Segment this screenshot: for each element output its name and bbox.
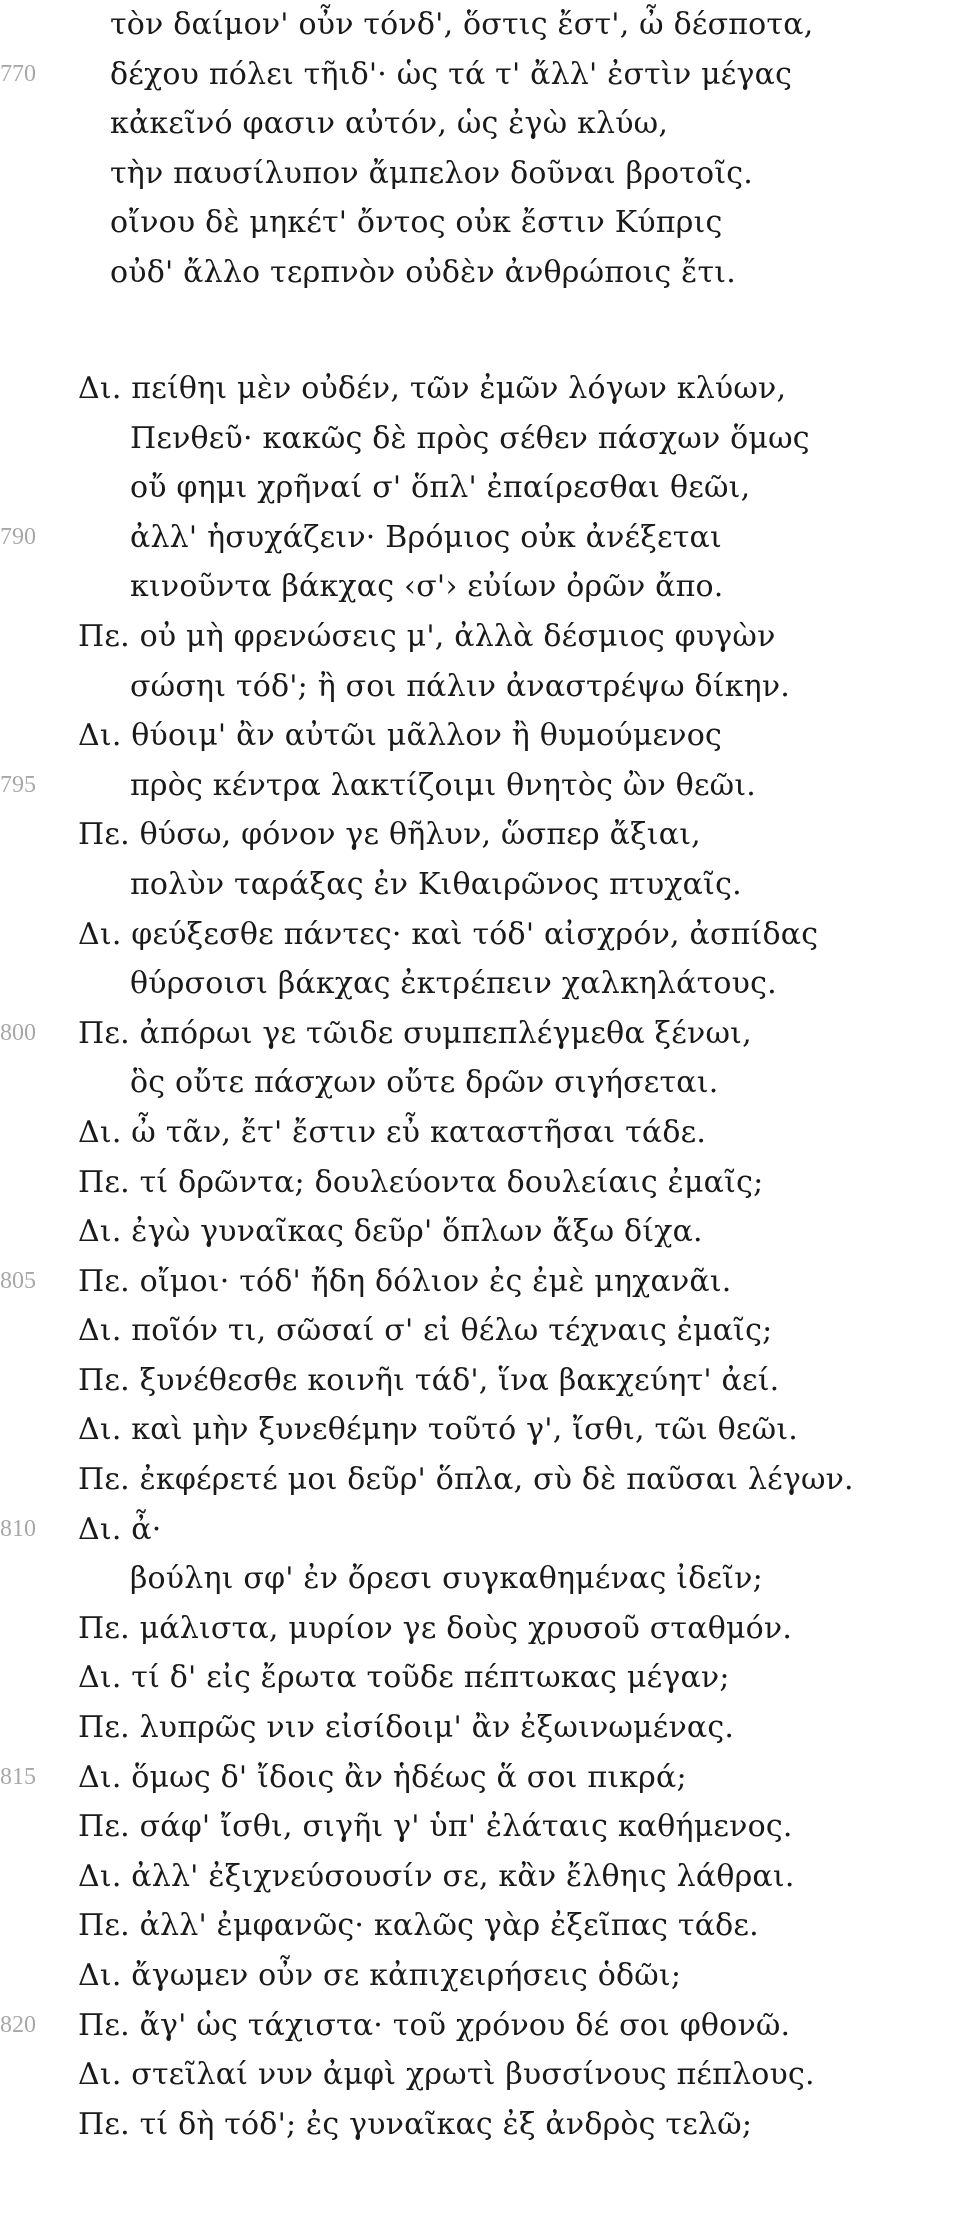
verse-text: Δι. ποῖόν τι, σῶσαί σ' εἰ θέλω τέχναις ἐμαῖς; — [78, 1313, 773, 1349]
verse-line — [0, 1505, 960, 1555]
line-number: 810 — [0, 1515, 36, 1542]
verse-block-dialogue — [0, 364, 960, 2149]
verse-text: πρὸς κέντρα λακτίζοιμι θνητὸς ὢν θεῶι. — [130, 767, 757, 803]
verse-line — [0, 149, 960, 199]
verse-text: Πε. σάφ' ἴσθι, σιγῆι γ' ὑπ' ἐλάταις καθήμενος. — [78, 1809, 793, 1845]
verse-text: Δι. φεύξεσθε πάντες· καὶ τόδ' αἰσχρόν, ἀσπίδας — [78, 916, 819, 952]
line-number: 770 — [0, 60, 36, 87]
verse-line — [0, 1158, 960, 1208]
verse-text: Πε. τί δρῶντα; δουλεύοντα δουλείαις ἐμαῖς; — [78, 1164, 764, 1200]
verse-text: Δι. πείθηι μὲν οὐδέν, τῶν ἐμῶν λόγων κλύων, — [78, 371, 787, 406]
verse-text: Πε. οὐ μὴ φρενώσεις μ', ἀλλὰ δέσμιος φυγὼν — [78, 618, 776, 654]
verse-text: ἀλλ' ἡσυχάζειν· Βρόμιος οὐκ ἀνέξεται — [130, 519, 722, 555]
line-number: 815 — [0, 1763, 36, 1790]
verse-line — [0, 513, 960, 563]
line-number: 800 — [0, 1019, 36, 1046]
verse-line — [0, 1356, 960, 1406]
verse-line — [0, 910, 960, 960]
verse-text: Πε. ξυνέθεσθε κοινῆι τάδ', ἵνα βακχεύητ' ἀεί. — [78, 1362, 780, 1398]
line-number: 805 — [0, 1267, 36, 1294]
verse-text: Πε. μάλιστα, μυρίον γε δοὺς χρυσοῦ σταθμόν. — [78, 1610, 793, 1646]
verse-text: Πε. ἀπόρωι γε τῶιδε συμπεπλέγμεθα ξένωι, — [78, 1015, 752, 1051]
verse-text: Πε. ἐκφέρετέ μοι δεῦρ' ὅπλα, σὺ δὲ παῦσαι λέγων. — [78, 1462, 854, 1498]
verse-block-upper — [0, 0, 960, 298]
verse-text: Πε. λυπρῶς νιν εἰσίδοιμ' ἂν ἐξωινωμένας. — [78, 1710, 735, 1746]
verse-text: Δι. ἀλλ' ἐξιχνεύσουσίν σε, κἂν ἔλθηις λάθραι. — [78, 1858, 795, 1894]
verse-text: Δι. καὶ μὴν ξυνεθέμην τοῦτό γ', ἴσθι, τῶι θεῶι. — [78, 1412, 799, 1448]
verse-line — [0, 1554, 960, 1604]
verse-line — [0, 0, 960, 50]
verse-text: θύρσοισι βάκχας ἐκτρέπειν χαλκηλάτους. — [130, 966, 777, 1002]
verse-line — [0, 2050, 960, 2100]
verse-text: οὐδ' ἄλλο τερπνὸν οὐδὲν ἀνθρώποις ἔτι. — [110, 254, 736, 290]
verse-line — [0, 1951, 960, 2001]
line-number: 820 — [0, 2011, 36, 2038]
verse-line — [0, 1108, 960, 1158]
verse-line — [0, 414, 960, 464]
verse-line — [0, 1405, 960, 1455]
verse-line — [0, 364, 960, 414]
verse-line — [0, 2100, 960, 2150]
verse-text: Πενθεῦ· κακῶς δὲ πρὸς σέθεν πάσχων ὅμως — [130, 420, 810, 456]
verse-text: Πε. οἴμοι· τόδ' ἤδη δόλιον ἐς ἐμὲ μηχανᾶι. — [78, 1263, 732, 1299]
verse-line — [0, 810, 960, 860]
verse-line — [0, 198, 960, 248]
verse-text: κἀκεῖνό φασιν αὐτόν, ὡς ἐγὼ κλύω, — [110, 106, 669, 142]
verse-text: Δι. ὦ τᾶν, ἔτ' ἔστιν εὖ καταστῆσαι τάδε. — [78, 1114, 707, 1150]
verse-line — [0, 248, 960, 298]
verse-line — [0, 2001, 960, 2051]
verse-text: Δι. ἄγωμεν οὖν σε κἀπιχειρήσεις ὁδῶι; — [78, 1958, 682, 1993]
verse-line — [0, 1455, 960, 1505]
verse-text: Πε. θύσω, φόνον γε θῆλυν, ὥσπερ ἄξιαι, — [78, 817, 701, 853]
verse-text: Δι. στεῖλαί νυν ἀμφὶ χρωτὶ βυσσίνους πέπλους. — [78, 2057, 815, 2093]
verse-line — [0, 1852, 960, 1902]
verse-line — [0, 1009, 960, 1059]
verse-line — [0, 1901, 960, 1951]
verse-line — [0, 1703, 960, 1753]
verse-text: Πε. ἄγ' ὡς τάχιστα· τοῦ χρόνου δέ σοι φθονῶ. — [78, 2007, 791, 2043]
line-number: 790 — [0, 523, 36, 550]
verse-line — [0, 662, 960, 712]
verse-text: Πε. τί δὴ τόδ'; ἐς γυναῖκας ἐξ ἀνδρὸς τελῶ; — [78, 2106, 753, 2142]
verse-text: οἴνου δὲ μηκέτ' ὄντος οὐκ ἔστιν Κύπρις — [110, 205, 723, 241]
verse-line — [0, 1753, 960, 1803]
verse-text: κινοῦντα βάκχας ‹σ'› εὐίων ὀρῶν ἄπο. — [130, 569, 724, 605]
verse-line — [0, 711, 960, 761]
verse-text: τὸν δαίμον' οὖν τόνδ', ὅστις ἔστ', ὦ δέσποτα, — [110, 7, 814, 42]
verse-text: ὃς οὔτε πάσχων οὔτε δρῶν σιγήσεται. — [130, 1065, 719, 1101]
verse-text: Δι. ὅμως δ' ἴδοις ἂν ἡδέως ἅ σοι πικρά; — [78, 1759, 687, 1795]
verse-line — [0, 50, 960, 100]
verse-line — [0, 99, 960, 149]
verse-line — [0, 860, 960, 910]
verse-text: Δι. ἐγὼ γυναῖκας δεῦρ' ὅπλων ἄξω δίχα. — [78, 1214, 703, 1250]
verse-line — [0, 761, 960, 811]
verse-line — [0, 463, 960, 513]
verse-text: Δι. τί δ' εἰς ἔρωτα τοῦδε πέπτωκας μέγαν; — [78, 1660, 730, 1696]
verse-line — [0, 1604, 960, 1654]
verse-line — [0, 1257, 960, 1307]
verse-text: δέχου πόλει τῆιδ'· ὡς τά τ' ἄλλ' ἐστὶν μέγας — [110, 56, 793, 92]
verse-line — [0, 562, 960, 612]
verse-line — [0, 1207, 960, 1257]
verse-line — [0, 1306, 960, 1356]
verse-text: Δι. θύοιμ' ἂν αὐτῶι μᾶλλον ἢ θυμούμενος — [78, 718, 722, 754]
verse-text: Δι. ἆ· — [78, 1511, 162, 1547]
verse-line — [0, 1058, 960, 1108]
verse-text: πολὺν ταράξας ἐν Κιθαιρῶνος πτυχαῖς. — [130, 866, 742, 902]
verse-line — [0, 1802, 960, 1852]
verse-line — [0, 959, 960, 1009]
line-number: 795 — [0, 771, 36, 798]
verse-text: τὴν παυσίλυπον ἄμπελον δοῦναι βροτοῖς. — [110, 155, 754, 191]
verse-text: οὔ φημι χρῆναί σ' ὅπλ' ἐπαίρεσθαι θεῶι, — [130, 470, 751, 506]
verse-text: βούληι σφ' ἐν ὄρεσι συγκαθημένας ἰδεῖν; — [130, 1561, 763, 1597]
verse-text: σώσηι τόδ'; ἢ σοι πάλιν ἀναστρέψω δίκην. — [130, 668, 791, 704]
verse-line — [0, 612, 960, 662]
verse-text: Πε. ἀλλ' ἐμφανῶς· καλῶς γὰρ ἐξεῖπας τάδε. — [78, 1908, 759, 1944]
verse-line — [0, 1653, 960, 1703]
